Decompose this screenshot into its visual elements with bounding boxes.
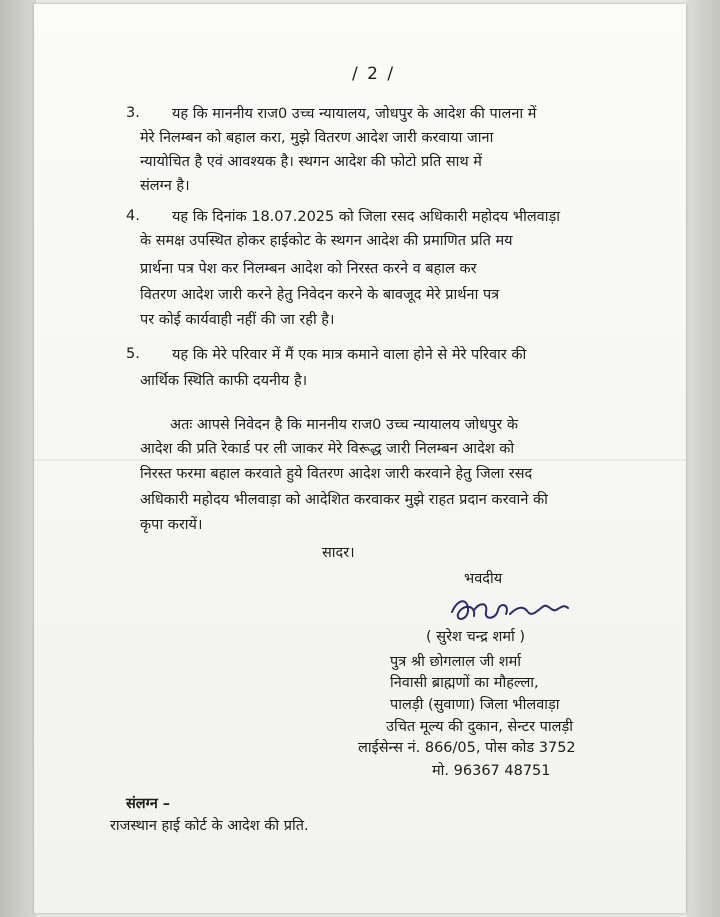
page-number: / 2 / (352, 64, 396, 84)
sender-line-2: निवासी ब्राह्मणों का मौहल्ला, (390, 675, 539, 691)
sender-line-1: पुत्र श्री छोगलाल जी शर्मा (390, 654, 521, 670)
enclosure-text: राजस्थान हाई कोर्ट के आदेश की प्रति. (110, 818, 309, 834)
item-4-line-3: प्रार्थना पत्र पेश कर निलम्बन आदेश को निरस्त करने व बहाल कर (140, 261, 477, 277)
item-3-line-2: मेरे निलम्बन को बहाल करा, मुझे वितरण आदेश जारी करवाया जाना (140, 130, 494, 146)
item-3-line-4: संलग्न है। (140, 178, 190, 194)
salutation: सादर। (322, 545, 355, 561)
request-line-2: आदेश की प्रति रेकार्ड पर ली जाकर मेरे विरूद्ध जारी निलम्बन आदेश को (140, 441, 515, 457)
item-3-line-1: यह कि माननीय राज0 उच्च न्यायालय, जोधपुर के आदेश की पालना में (172, 106, 537, 122)
request-line-1: अतः आपसे निवेदन है कि माननीय राज0 उच्च न्यायालय जोधपुर के (170, 417, 518, 433)
item-4-line-2: के समक्ष उपस्थित होकर हाईकोट के स्थगन आदेश की प्रमाणित प्रति मय (140, 233, 513, 249)
item-5-number: 5. (126, 346, 140, 362)
request-line-3: निरस्त फरमा बहाल करवाते हुये वितरण आदेश जारी करवाने हेतु जिला रसद (140, 466, 533, 482)
sender-name: ( सुरेश चन्द्र शर्मा ) (426, 629, 526, 645)
item-5-line-2: आर्थिक स्थिति काफी दयनीय है। (140, 373, 308, 389)
item-5-line-1: यह कि मेरे परिवार में मैं एक मात्र कमाने वाला होने से मेरे परिवार की (172, 347, 527, 363)
request-line-5: कृपा करायें। (140, 517, 203, 533)
item-3-number: 3. (126, 105, 140, 121)
sender-line-4: उचित मूल्य की दुकान, सेन्टर पालड़ी (386, 719, 573, 735)
enclosure-heading: संलग्न – (126, 796, 171, 812)
paper-fold (34, 459, 686, 461)
request-line-4: अधिकारी महोदय भीलवाड़ा को आदेशित करवाकर मुझे राहत प्रदान करवाने की (140, 492, 548, 508)
closing: भवदीय (464, 571, 503, 587)
document-page (34, 4, 686, 913)
item-4-line-4: वितरण आदेश जारी करने हेतु निवेदन करने के बावजूद मेरे प्रार्थना पत्र (140, 287, 500, 303)
sender-line-3: पालड़ी (सुवाणा) जिला भीलवाड़ा (390, 697, 560, 713)
item-4-number: 4. (126, 208, 140, 224)
sender-line-6: मो. 96367 48751 (432, 763, 551, 779)
scan-background-right (686, 0, 720, 917)
item-4-line-1: यह कि दिनांक 18.07.2025 को जिला रसद अधिकारी महोदय भीलवाड़ा (172, 209, 560, 225)
item-3-line-3: न्यायोचित है एवं आवश्यक है। स्थगन आदेश की फोटो प्रति साथ में (140, 154, 482, 170)
handwritten-signature (444, 590, 594, 630)
sender-line-5: लाईसेन्स नं. 866/05, पोस कोड 3752 (358, 740, 576, 756)
item-4-line-5: पर कोई कार्यवाही नहीं की जा रही है। (140, 312, 335, 328)
scan-background-left (0, 0, 36, 917)
